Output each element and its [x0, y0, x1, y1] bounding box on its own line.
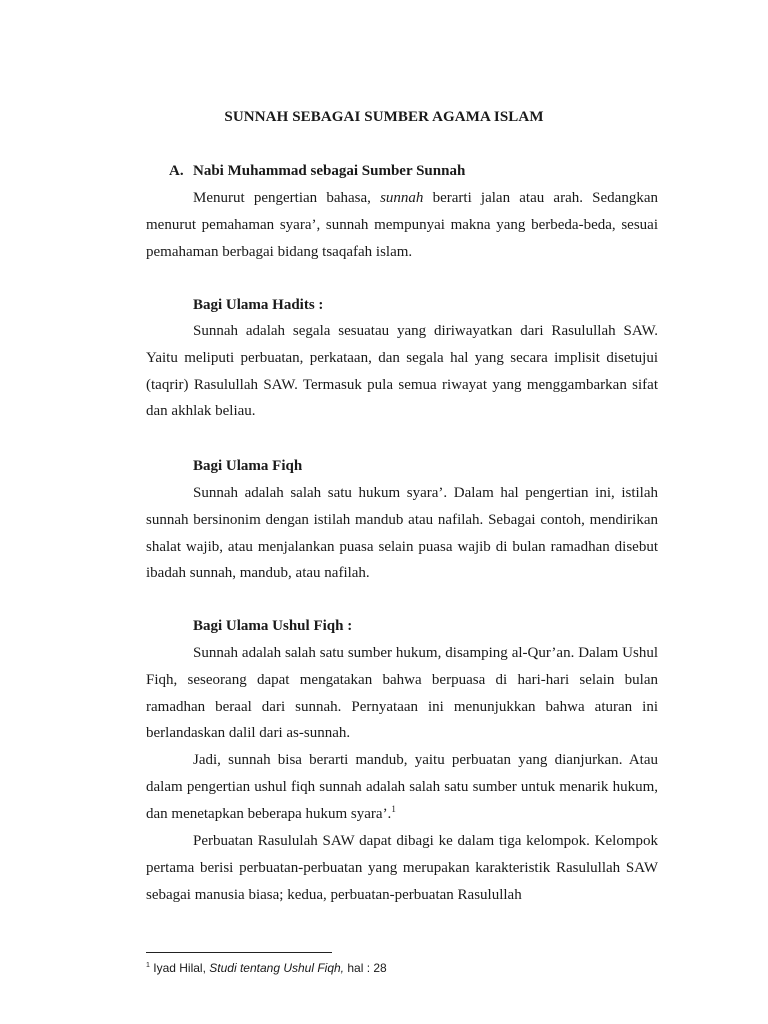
fiqh-heading: Bagi Ulama Fiqh — [193, 458, 303, 474]
footnote-author: Iyad Hilal, — [149, 961, 210, 975]
section-a-italic-term: sunnah — [380, 190, 424, 206]
hadits-paragraph: Sunnah adalah segala sesuatau yang diriwayatkan dari Rasulullah SAW. Yaitu meliputi perbuatan, perkataan, dan segala hal yang secara implisit disetujui (taqrir) Rasulullah SAW. Termasuk pula semua riwayat yang menggambarkan sifat dan akhlak beliau. — [146, 323, 658, 420]
footnote-divider — [146, 952, 332, 953]
footnote-page: hal : 28 — [344, 961, 387, 975]
ushul-heading: Bagi Ulama Ushul Fiqh : — [193, 618, 353, 634]
section-a-text-2: berarti jalan atau arah. Sedangkan menurut pemahaman syara’, sunnah mempunyai makna yang berbeda-beda, sesuai pemahaman berbagai bidang tsaqafah islam. — [146, 190, 658, 260]
section-a-number: A. — [169, 163, 184, 179]
ushul-paragraph-2 — [146, 747, 658, 827]
footnote-number: 1 — [146, 962, 150, 969]
ushul-paragraph-3: Perbuatan Rasululah SAW dapat dibagi ke dalam tiga kelompok. Kelompok pertama berisi perbuatan-perbuatan yang merupakan karakteristik Rasulullah SAW sebagai manusia biasa; kedua, perbuatan-perbuatan Rasulullah — [146, 833, 658, 903]
hadits-heading: Bagi Ulama Hadits : — [193, 297, 324, 313]
footnote — [146, 961, 387, 975]
ushul-paragraph-1: Sunnah adalah salah satu sumber hukum, disamping al-Qur’an. Dalam Ushul Fiqh, seseorang dapat mengatakan bahwa berpuasa di hari-hari selain bulan ramadhan beraal dari sunnah. Pernyataan ini menunjukkan bahwa aturan ini berlandaskan dalil dari as-sunnah. — [146, 645, 658, 742]
section-a-paragraph — [146, 185, 658, 265]
footnote-reference[interactable]: 1 — [391, 803, 396, 814]
section-a-heading — [169, 163, 465, 180]
fiqh-paragraph: Sunnah adalah salah satu hukum syara’. Dalam hal pengertian ini, istilah sunnah bersinonim dengan istilah mandub atau nafilah. Sebagai contoh, mendirikan shalat wajib, atau menjalankan puasa selain puasa wajib di bulan ramadhan disebut ibadah sunnah, mandub, atau nafilah. — [146, 485, 658, 582]
page-title: SUNNAH SEBAGAI SUMBER AGAMA ISLAM — [224, 109, 544, 125]
footnote-work: Studi tentang Ushul Fiqh, — [209, 961, 345, 975]
section-a-title: Nabi Muhammad sebagai Sumber Sunnah — [193, 163, 466, 179]
section-a-text-1: Menurut pengertian bahasa, — [193, 190, 381, 206]
ushul-paragraph-2-text: Jadi, sunnah bisa berarti mandub, yaitu perbuatan yang dianjurkan. Atau dalam pengertian ushul fiqh sunnah adalah salah satu sumber untuk menarik hukum, dan menetapkan beberapa hukum syara’. — [146, 752, 658, 822]
